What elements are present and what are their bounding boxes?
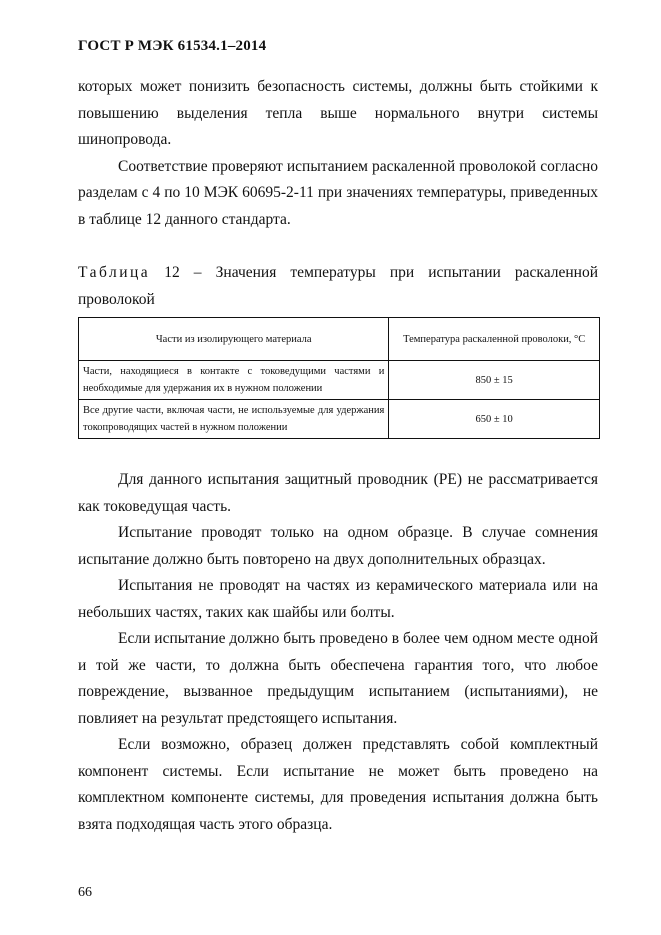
- table-cell-temperature: 850 ± 15: [389, 361, 600, 400]
- bottom-text-block: [78, 467, 598, 838]
- table-caption-block: [78, 260, 598, 313]
- table-cell-part: Части, находящиеся в контакте с токоведущими частями и необходимые для удержания их в нужном положении: [79, 361, 389, 400]
- paragraph-single-sample: Испытание проводят только на одном образце. В случае сомнения испытание должно быть повторено на двух дополнительных образцах.: [78, 524, 598, 568]
- table-caption: [78, 260, 598, 313]
- table-header-parts: Части из изолирующего материала: [79, 318, 389, 361]
- table-caption-label: Таблица: [78, 264, 151, 281]
- table-row: [79, 361, 600, 400]
- paragraph-compliance: Соответствие проверяют испытанием раскаленной проволокой согласно разделам с 4 по 10 МЭК 60695-2-11 при значениях температуры, приведенных в таблице 12 данного стандарта.: [78, 157, 598, 228]
- paragraph-multiple-places: Если испытание должно быть проведено в более чем одном месте одной и той же части, то должна быть обеспечена гарантия того, что любое повреждение, вызванное предыдущим испытанием (испытаниями), не повлияет на результат предстоящего испытания.: [78, 630, 598, 727]
- table-row: [79, 400, 600, 439]
- table-header-row: [79, 318, 600, 361]
- top-text-block: [78, 74, 598, 233]
- paragraph-pe-conductor: Для данного испытания защитный проводник (PE) не рассматривается как токоведущая часть.: [78, 471, 598, 515]
- paragraph-complete-component: Если возможно, образец должен представлять собой комплектный компонент системы. Если испытание не может быть проведено на комплектном компоненте системы, для проведения испытания должна быть взята подходящая часть этого образца.: [78, 736, 598, 833]
- table-header-temperature: Температура раскаленной проволоки, °С: [389, 318, 600, 361]
- temperature-table: [78, 317, 600, 439]
- table-caption-text: 12 – Значения температуры при испытании раскаленной проволокой: [78, 264, 598, 308]
- page-number: 66: [78, 885, 92, 900]
- paragraph-continuation: которых может понизить безопасность системы, должны быть стойкими к повышению выделения тепла выше нормального внутри системы шинопровода.: [78, 78, 598, 148]
- paragraph-ceramic-parts: Испытания не проводят на частях из керамического материала или на небольших частях, таких как шайбы или болты.: [78, 577, 598, 621]
- document-header: ГОСТ Р МЭК 61534.1–2014: [78, 38, 267, 54]
- table-cell-part: Все другие части, включая части, не используемые для удержания токопроводящих частей в нужном положении: [79, 400, 389, 439]
- table-cell-temperature: 650 ± 10: [389, 400, 600, 439]
